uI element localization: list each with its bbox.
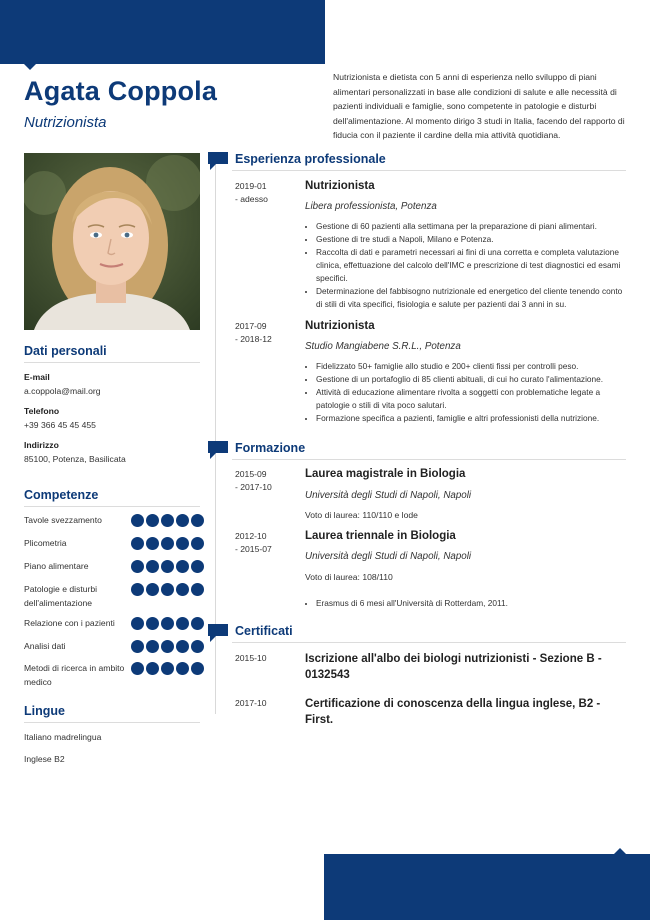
certificate-date: 2017-10 bbox=[235, 698, 267, 708]
list-item: • Fidelizzato 50+ famiglie allo studio e 200+ clienti fissi per controlli peso. bbox=[316, 360, 628, 373]
skill-name: Relazione con i pazienti bbox=[24, 618, 115, 628]
skill-level-dot bbox=[131, 514, 144, 527]
skill-level-dot bbox=[131, 640, 144, 653]
list-item: • Erasmus di 6 mesi all'Università di Rotterdam, 2011. bbox=[316, 597, 628, 610]
education-date: 2012-10 - 2015-07 bbox=[235, 531, 272, 554]
experience-date: 2017-09 - 2018-12 bbox=[235, 321, 272, 344]
skill-level-dot bbox=[176, 514, 189, 527]
skill-row bbox=[24, 617, 202, 631]
skill-name: Patologie e disturbi dell'alimentazione bbox=[24, 584, 98, 608]
certificates-rule bbox=[232, 642, 626, 643]
section-flag-icon bbox=[208, 624, 228, 644]
skill-level-dot bbox=[191, 583, 204, 596]
skill-level-dot bbox=[161, 583, 174, 596]
list-item: • Determinazione del fabbisogno nutrizionale ed energetico del cliente tenendo conto di stili di vita specifici, fisiologia e salute per pazienti dai 3 anni in su. bbox=[316, 285, 628, 311]
certificate-title: Iscrizione all'albo dei biologi nutrizionisti - Sezione B - 0132543 bbox=[305, 653, 602, 681]
skill-level-dot bbox=[176, 560, 189, 573]
skill-row bbox=[24, 514, 202, 528]
language-item: Italiano madrelingua bbox=[24, 732, 102, 742]
list-item: • Gestione di 60 pazienti alla settimana per la preparazione di piani alimentari. bbox=[316, 220, 628, 233]
education-title: Laurea magistrale in Biologia bbox=[305, 468, 466, 480]
skill-level-dot bbox=[191, 662, 204, 675]
skills-heading: Competenze bbox=[24, 488, 99, 502]
address-label: Indirizzo bbox=[24, 440, 59, 450]
profile-photo bbox=[24, 153, 200, 330]
experience-bullets bbox=[305, 360, 628, 425]
skill-level-dot bbox=[191, 537, 204, 550]
skill-level-dot bbox=[176, 640, 189, 653]
section-flag-icon bbox=[208, 441, 228, 461]
skill-level-dot bbox=[191, 640, 204, 653]
skill-level-dot bbox=[191, 514, 204, 527]
skill-level-rating bbox=[131, 560, 204, 573]
skill-level-dot bbox=[176, 662, 189, 675]
skill-level-dot bbox=[161, 617, 174, 630]
languages-rule bbox=[24, 722, 200, 723]
skill-name: Analisi dati bbox=[24, 641, 66, 651]
skill-level-dot bbox=[146, 662, 159, 675]
skill-row bbox=[24, 537, 202, 551]
skill-name: Metodi di ricerca in ambito medico bbox=[24, 663, 125, 687]
education-heading: Formazione bbox=[235, 441, 306, 455]
skill-level-rating bbox=[131, 640, 204, 653]
education-rule bbox=[232, 459, 626, 460]
skill-level-dot bbox=[146, 583, 159, 596]
list-item: • Gestione di un portafoglio di 85 clienti abituali, di cui ho curato l'alimentazione. bbox=[316, 373, 628, 386]
education-bullets bbox=[305, 597, 628, 610]
education-grade: Voto di laurea: 108/110 bbox=[305, 572, 393, 582]
certificates-heading: Certificati bbox=[235, 624, 293, 638]
skill-level-dot bbox=[161, 560, 174, 573]
section-flag-icon bbox=[208, 152, 228, 172]
skill-level-dot bbox=[176, 617, 189, 630]
experience-bullets bbox=[305, 220, 628, 311]
experience-date: 2019-01 - adesso bbox=[235, 181, 268, 204]
education-institution: Università degli Studi di Napoli, Napoli bbox=[305, 551, 472, 562]
skill-level-dot bbox=[191, 617, 204, 630]
certificate-date: 2015-10 bbox=[235, 653, 267, 663]
skill-level-dot bbox=[161, 640, 174, 653]
skill-level-dot bbox=[131, 537, 144, 550]
experience-title: Nutrizionista bbox=[305, 180, 375, 192]
skill-row bbox=[24, 662, 202, 689]
email-value[interactable]: a.coppola@mail.org bbox=[24, 386, 101, 396]
skills-rule bbox=[24, 506, 200, 507]
education-grade: Voto di laurea: 110/110 e lode bbox=[305, 510, 418, 520]
education-title: Laurea triennale in Biologia bbox=[305, 530, 456, 542]
skill-name: Tavole svezzamento bbox=[24, 515, 102, 525]
skill-level-rating bbox=[131, 514, 204, 527]
personal-data-rule bbox=[24, 362, 200, 363]
language-item: Inglese B2 bbox=[24, 754, 65, 764]
candidate-job-title: Nutrizionista bbox=[24, 114, 107, 131]
list-item: • Formazione specifica a pazienti, famiglie e altri professionisti della nutrizione. bbox=[316, 412, 628, 425]
certificate-title: Certificazione di conoscenza della lingua inglese, B2 - First. bbox=[305, 698, 601, 726]
skill-level-dot bbox=[131, 617, 144, 630]
skill-row bbox=[24, 583, 202, 610]
experience-employer: Libera professionista, Potenza bbox=[305, 201, 437, 212]
skill-level-dot bbox=[146, 537, 159, 550]
education-institution: Università degli Studi di Napoli, Napoli bbox=[305, 490, 472, 501]
skill-level-dot bbox=[131, 583, 144, 596]
personal-data-heading: Dati personali bbox=[24, 344, 107, 358]
skill-row bbox=[24, 560, 202, 574]
header-accent-bar bbox=[0, 0, 325, 64]
skill-level-dot bbox=[146, 640, 159, 653]
skill-level-dot bbox=[176, 583, 189, 596]
skill-level-dot bbox=[161, 514, 174, 527]
experience-title: Nutrizionista bbox=[305, 320, 375, 332]
skill-level-dot bbox=[131, 560, 144, 573]
skill-level-rating bbox=[131, 662, 204, 675]
skill-level-dot bbox=[131, 662, 144, 675]
skill-level-dot bbox=[161, 537, 174, 550]
skill-level-dot bbox=[191, 560, 204, 573]
languages-heading: Lingue bbox=[24, 704, 65, 718]
skill-name: Piano alimentare bbox=[24, 561, 89, 571]
skill-level-dot bbox=[161, 662, 174, 675]
experience-rule bbox=[232, 170, 626, 171]
email-label: E-mail bbox=[24, 372, 50, 382]
skill-level-dot bbox=[146, 560, 159, 573]
list-item: • Raccolta di dati e parametri necessari ai fini di una corretta e completa valutazione clinica, effettuazione del calcolo dell'IMC e prescrizione di test diagnostici ed esami specifici. bbox=[316, 246, 628, 285]
skill-row bbox=[24, 640, 202, 654]
phone-value[interactable]: +39 366 45 45 455 bbox=[24, 420, 96, 430]
skill-level-dot bbox=[176, 537, 189, 550]
phone-label: Telefono bbox=[24, 406, 60, 416]
skill-level-dot bbox=[146, 617, 159, 630]
footer-accent-bar bbox=[324, 854, 650, 920]
experience-heading: Esperienza professionale bbox=[235, 152, 386, 166]
skill-name: Plicometria bbox=[24, 538, 67, 548]
list-item: • Attività di educazione alimentare rivolta a soggetti con problematiche legate a patologie o stili di vita poco salutari. bbox=[316, 386, 628, 412]
skill-level-dot bbox=[146, 514, 159, 527]
list-item: • Gestione di tre studi a Napoli, Milano e Potenza. bbox=[316, 233, 628, 246]
education-date: 2015-09 - 2017-10 bbox=[235, 469, 272, 492]
skill-level-rating bbox=[131, 617, 204, 630]
skill-level-rating bbox=[131, 583, 204, 596]
skill-level-rating bbox=[131, 537, 204, 550]
experience-employer: Studio Mangiabene S.R.L., Potenza bbox=[305, 341, 461, 352]
candidate-name: Agata Coppola bbox=[24, 76, 218, 106]
address-value: 85100, Potenza, Basilicata bbox=[24, 454, 126, 464]
profile-summary: Nutrizionista e dietista con 5 anni di esperienza nello sviluppo di piani alimentari personalizzati in base alle condizioni di salute e alle necessità di pazienti individuali e famiglie, sono competente in patologie e disturbi dell'alimentazione. Al momento dirigo 3 studi in Italia, facendo del rapporto di fiducia con il paziente il cardine della mia attività quotidiana. bbox=[333, 72, 625, 140]
